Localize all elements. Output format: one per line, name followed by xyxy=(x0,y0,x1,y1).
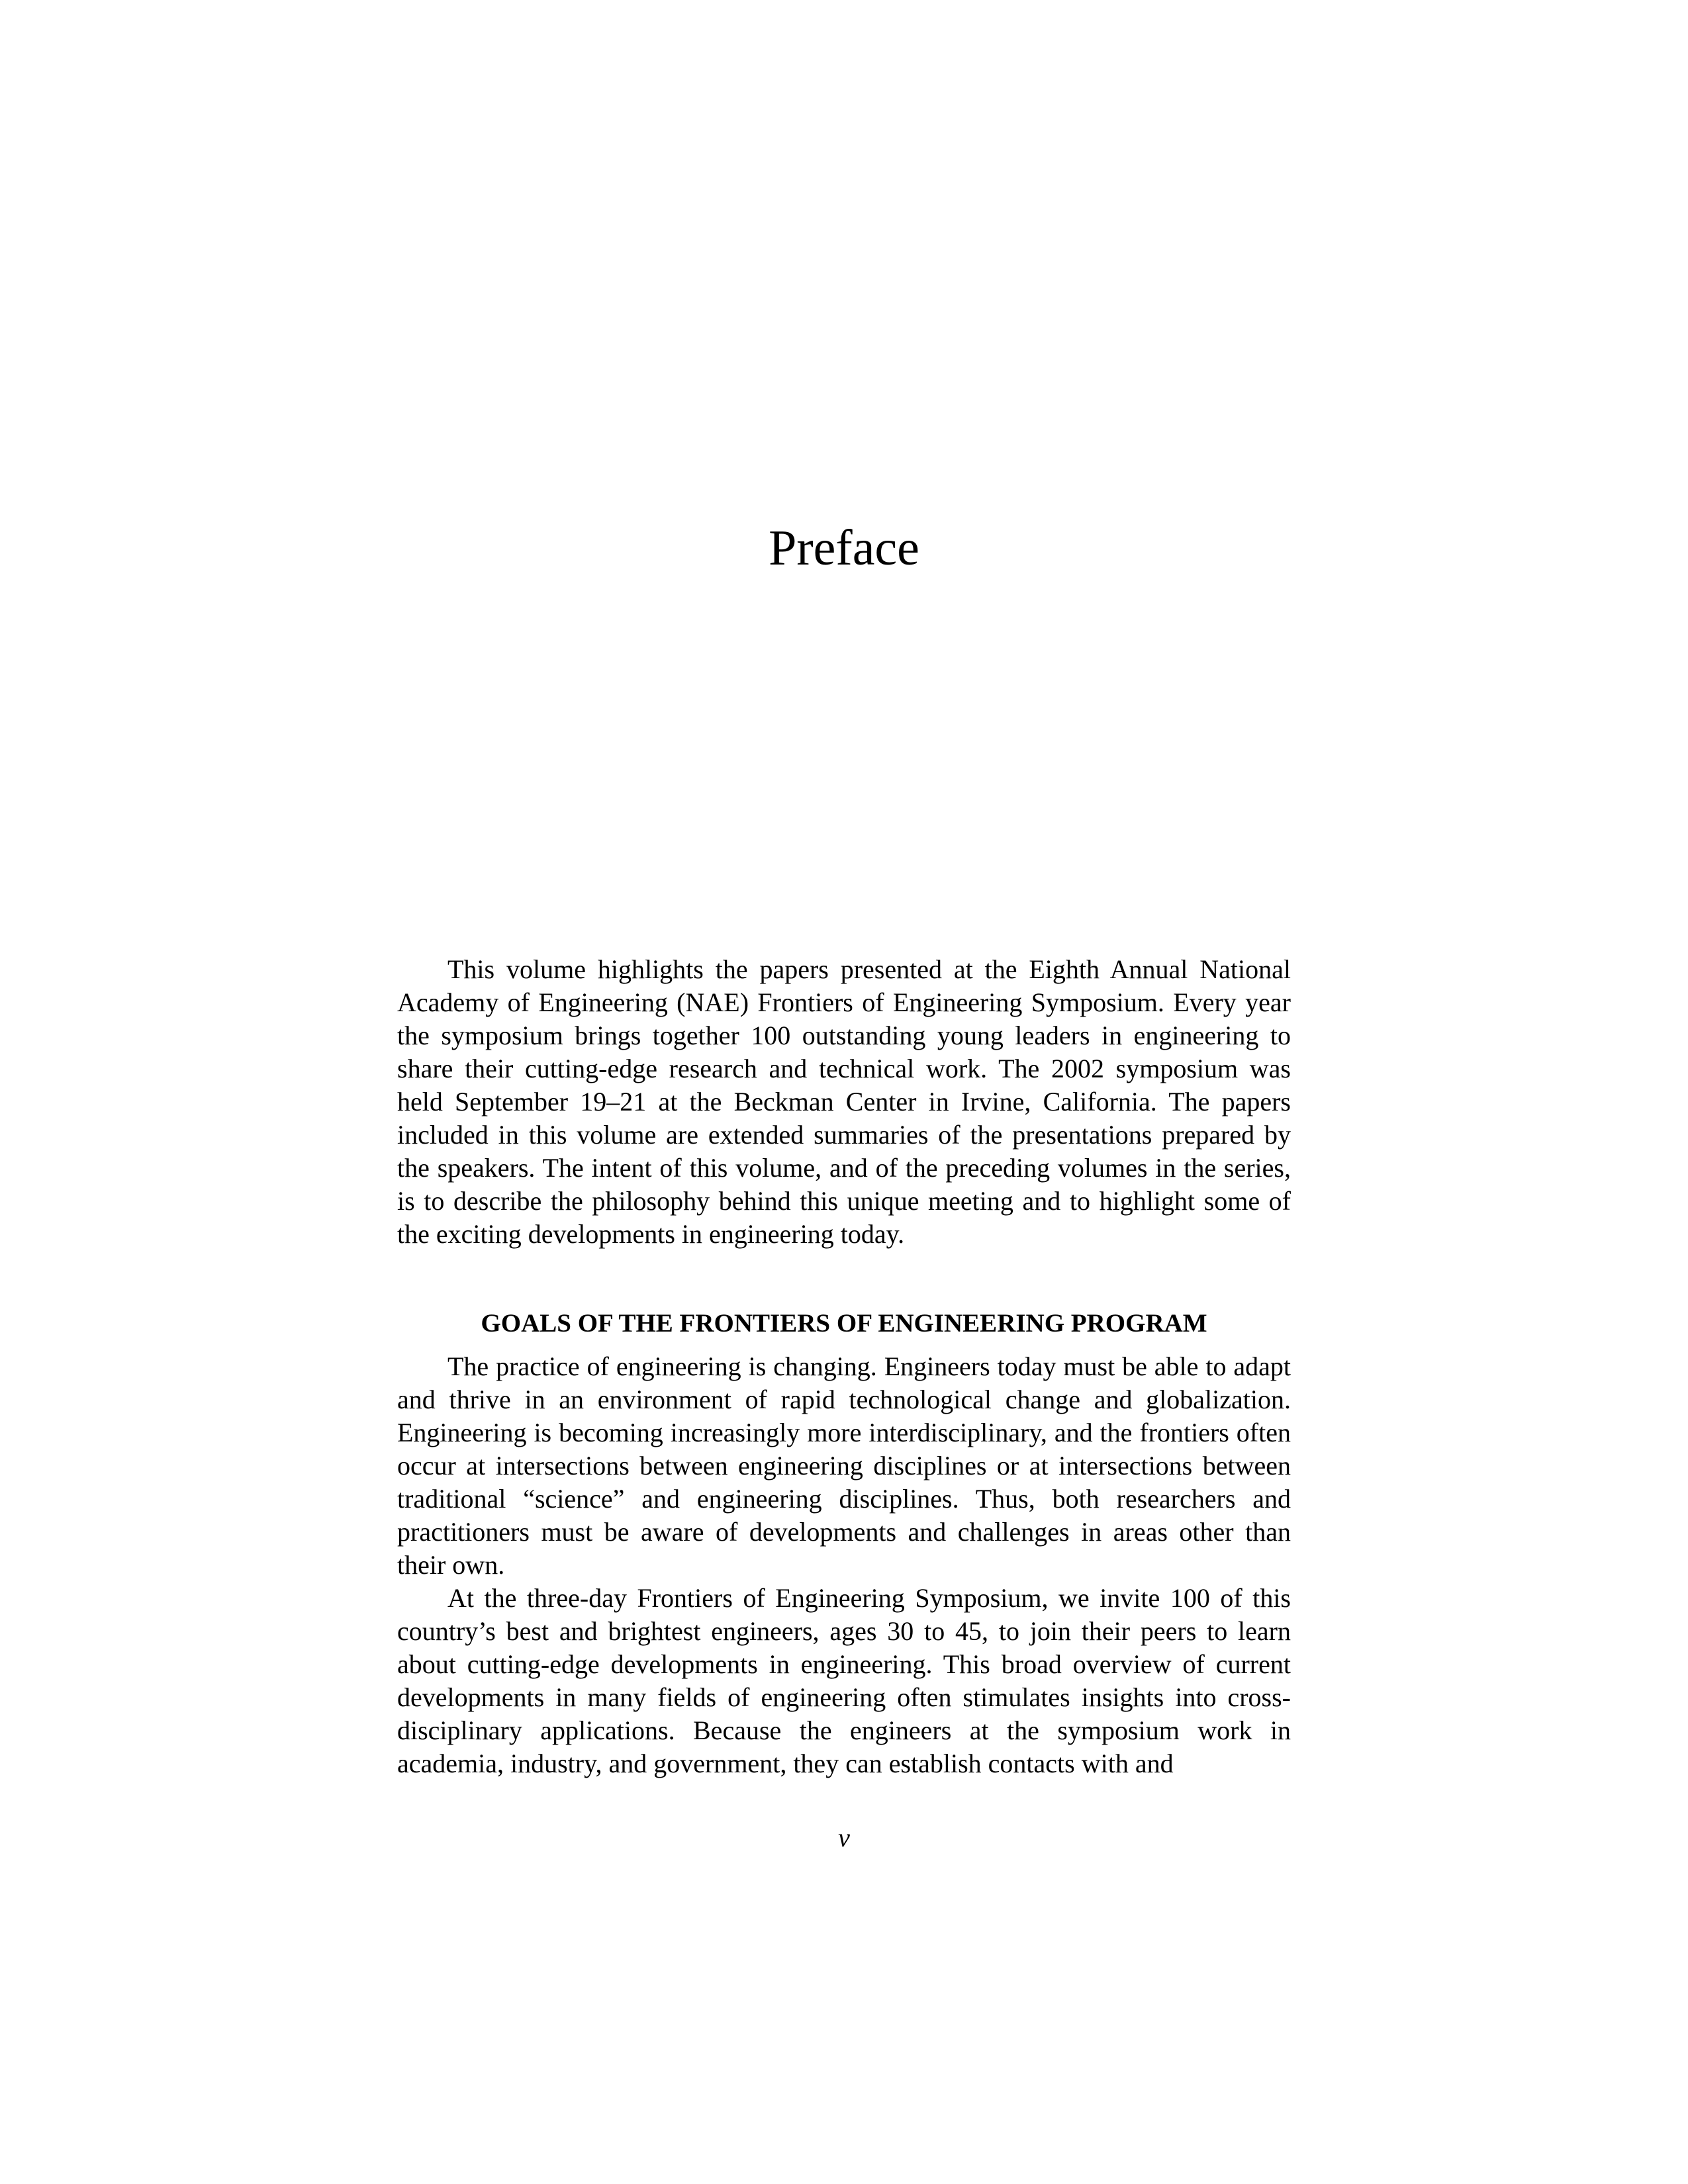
goals-section xyxy=(397,1350,1291,1780)
page-number: v xyxy=(838,1823,850,1852)
body-paragraph: At the three-day Frontiers of Engineering Symposium, we invite 100 of this country’s best and brightest engineers, ages 30 to 45, to join their peers to learn about cutting-edge developments in engineering. This broad overview of current developments in many fields of engineering often stimulates insights into cross-disciplinary applications. Because the engineers at the symposium work in academia, industry, and government, they can establish contacts with and xyxy=(397,1583,1291,1778)
section-heading: GOALS OF THE FRONTIERS OF ENGINEERING PROGRAM xyxy=(481,1309,1207,1338)
intro-paragraph: This volume highlights the papers presented at the Eighth Annual National Academy of Engineering (NAE) Frontiers of Engineering Symposium. Every year the symposium brings together 100 outstanding young leaders in engineering to share their cutting-edge research and technical work. The 2002 symposium was held September 19–21 at the Beckman Center in Irvine, California. The papers included in this volume are extended summaries of the presentations prepared by the speakers. The intent of this volume, and of the preceding volumes in the series, is to describe the philosophy behind this unique meeting and to highlight some of the exciting developments in engineering today. xyxy=(397,954,1291,1249)
intro-section xyxy=(397,953,1291,1251)
body-paragraph: The practice of engineering is changing. Engineers today must be able to adapt and thrive in an environment of rapid technological change and globalization. Engineering is becoming increasingly more interdisciplinary, and the frontiers often occur at intersections between engineering disciplines or at intersections between traditional “science” and engineering disciplines. Thus, both researchers and practitioners must be aware of developments and challenges in areas other than their own. xyxy=(397,1351,1291,1580)
page-title: Preface xyxy=(769,520,919,576)
